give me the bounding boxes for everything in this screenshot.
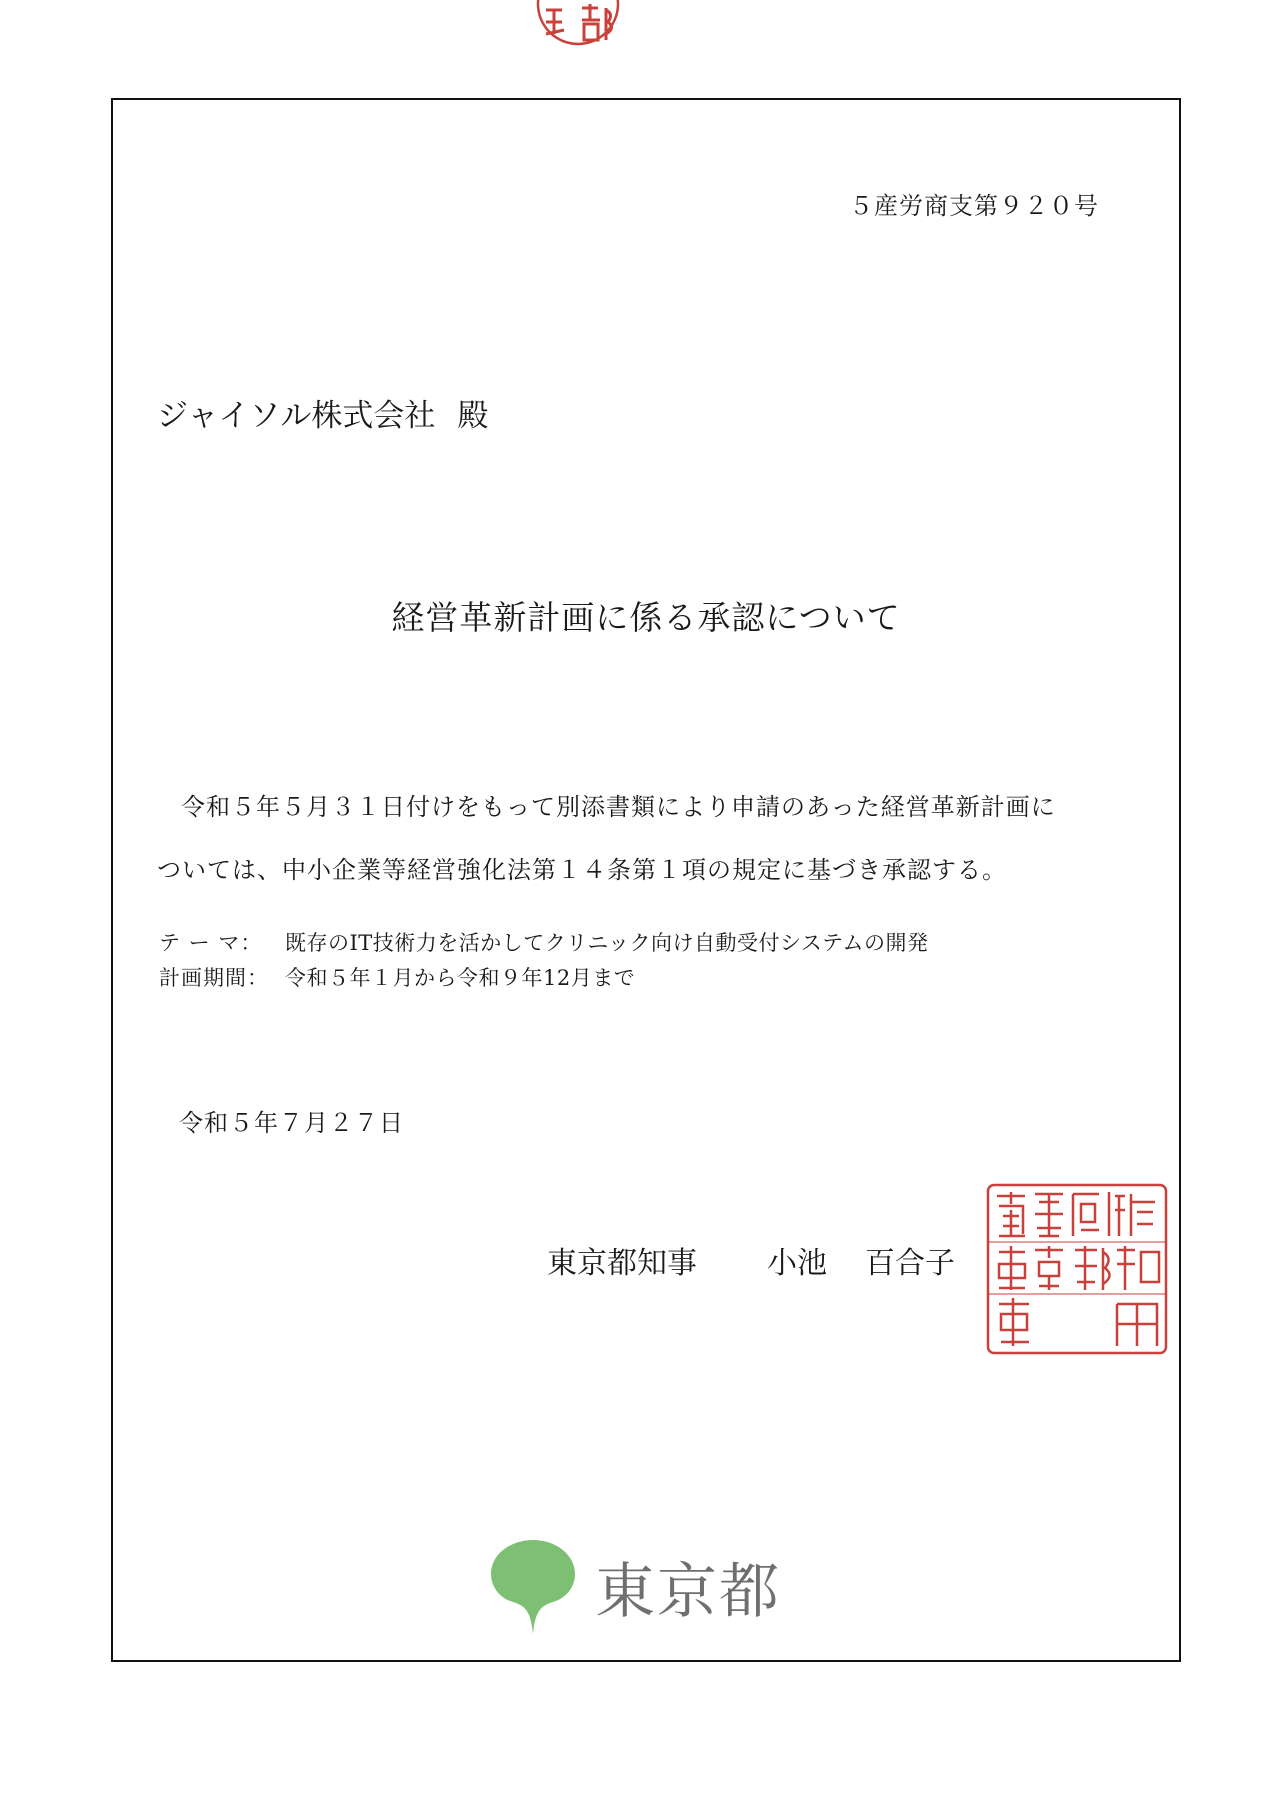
signer-name — [767, 1238, 955, 1282]
period-row — [159, 961, 928, 996]
logo-text: 東京都 — [595, 1557, 781, 1627]
signer-family-name: 小池 — [767, 1246, 827, 1281]
ginkgo-leaf-icon — [491, 1540, 575, 1634]
signer-given-name: 百合子 — [865, 1246, 955, 1281]
theme-label: テ ー マ： — [159, 931, 263, 955]
body-line-1: 令和５年５月３１日付けをもって別添書類により申請のあった経営革新計画に — [181, 793, 1056, 821]
recipient-line — [157, 390, 488, 435]
document-number: ５産労商支第９２０号 — [849, 192, 1099, 220]
theme-value: 既存のIT技術力を活かしてクリニック向け自動受付システムの開発 — [285, 931, 929, 955]
period-label: 計画期間： — [159, 966, 269, 990]
body-text — [157, 776, 1157, 902]
plan-details — [159, 926, 928, 996]
document-frame — [111, 98, 1181, 1662]
official-seal — [985, 1182, 1169, 1356]
recipient-name: ジャイソル株式会社 — [157, 398, 436, 434]
body-line-2: ついては、中小企業等経営強化法第１４条第１項の規定に基づき承認する。 — [157, 856, 1007, 884]
signer — [547, 1238, 955, 1282]
theme-row — [159, 926, 928, 961]
document-title: 経営革新計画に係る承認について — [391, 598, 901, 637]
top-seal — [536, 0, 620, 52]
recipient-honorific: 殿 — [457, 398, 489, 434]
period-value: 令和５年１月から令和９年12月まで — [285, 966, 636, 990]
signer-title: 東京都知事 — [547, 1246, 697, 1281]
tokyo-logo — [491, 1540, 781, 1634]
issue-date: 令和５年７月２７日 — [179, 1109, 404, 1137]
